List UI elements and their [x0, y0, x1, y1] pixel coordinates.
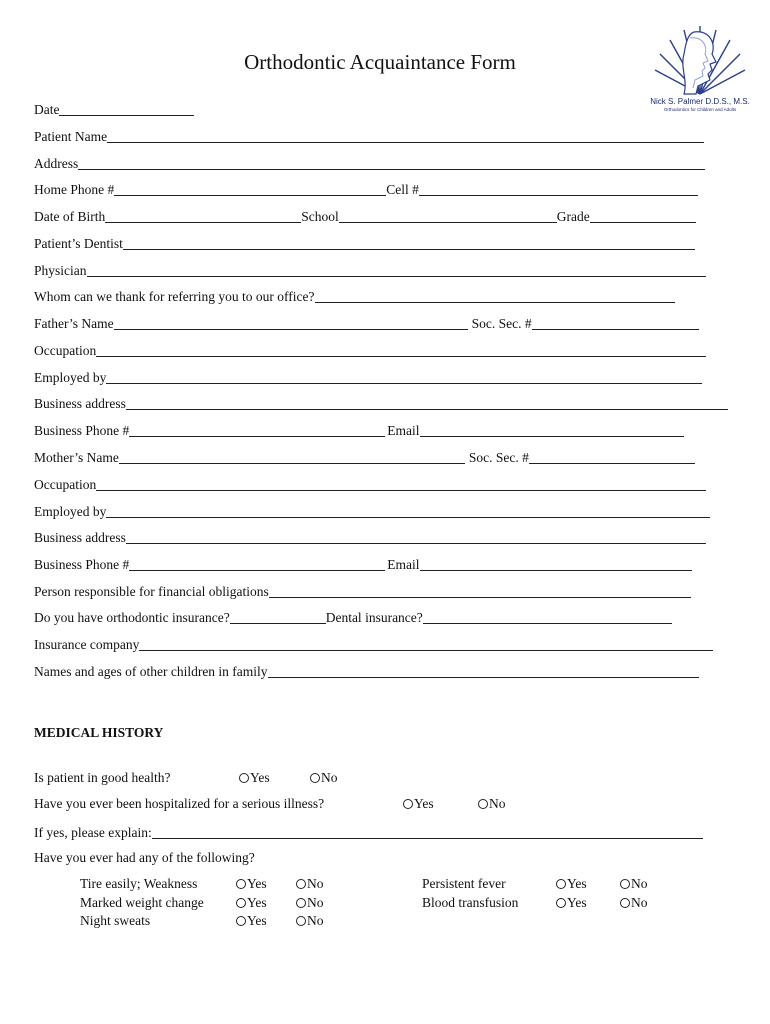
patient-name-field[interactable]: [107, 128, 704, 143]
dentist-label: Patient’s Dentist: [34, 236, 123, 251]
school-field[interactable]: [339, 208, 557, 223]
mother-name-label: Mother’s Name: [34, 450, 119, 465]
father-occupation-field[interactable]: [96, 342, 706, 357]
mother-email-label: Email: [387, 557, 420, 572]
condition-label: Tire easily; Weakness: [80, 876, 198, 891]
father-email-label: Email: [387, 423, 420, 438]
father-business-phone-label: Business Phone #: [34, 423, 130, 438]
practice-name: Nick S. Palmer D.D.S., M.S.: [650, 97, 750, 106]
address-field[interactable]: [78, 155, 705, 170]
radio-icon[interactable]: [478, 799, 488, 809]
radio-icon[interactable]: [296, 879, 306, 889]
condition-no-label: No: [307, 895, 324, 910]
patient-name-label: Patient Name: [34, 129, 108, 144]
school-label: School: [301, 209, 339, 224]
mother-ssn-field[interactable]: [529, 449, 695, 464]
radio-icon[interactable]: [296, 898, 306, 908]
father-employer-label: Employed by: [34, 370, 107, 385]
mother-business-address-label: Business address: [34, 530, 126, 545]
referral-field[interactable]: [315, 288, 675, 303]
cell-field[interactable]: [419, 181, 698, 196]
mother-business-phone-label: Business Phone #: [34, 557, 130, 572]
radio-icon[interactable]: [403, 799, 413, 809]
condition-yes-option[interactable]: [556, 876, 587, 892]
radio-icon[interactable]: [236, 916, 246, 926]
radio-icon[interactable]: [556, 879, 566, 889]
condition-yes-label: Yes: [567, 876, 587, 891]
radio-icon[interactable]: [620, 898, 630, 908]
good-health-yes-option[interactable]: [239, 770, 270, 786]
insurance-company-label: Insurance company: [34, 637, 140, 652]
condition-no-label: No: [631, 876, 648, 891]
face-profile-icon: [650, 24, 750, 96]
hospitalized-yes-label: Yes: [414, 796, 434, 811]
condition-no-label: No: [307, 876, 324, 891]
father-business-phone-field[interactable]: [129, 422, 385, 437]
radio-icon[interactable]: [620, 879, 630, 889]
radio-icon[interactable]: [310, 773, 320, 783]
mother-ssn-label: Soc. Sec. #: [468, 450, 529, 465]
condition-yes-option[interactable]: [236, 876, 267, 892]
physician-label: Physician: [34, 263, 87, 278]
radio-icon[interactable]: [556, 898, 566, 908]
form-title: Orthodontic Acquaintance Form: [244, 50, 516, 74]
mother-email-field[interactable]: [420, 556, 692, 571]
explain-label: If yes, please explain:: [34, 825, 152, 840]
condition-label: Night sweats: [80, 913, 151, 928]
condition-no-label: No: [307, 913, 324, 928]
mother-employer-label: Employed by: [34, 504, 107, 519]
had-following-question: Have you ever had any of the following?: [34, 850, 255, 865]
home-phone-field[interactable]: [114, 181, 386, 196]
financial-field[interactable]: [269, 583, 691, 598]
father-email-field[interactable]: [420, 422, 684, 437]
mother-name-field[interactable]: [119, 449, 465, 464]
home-phone-label: Home Phone #: [34, 182, 115, 197]
father-ssn-field[interactable]: [532, 315, 699, 330]
mother-business-phone-field[interactable]: [129, 556, 385, 571]
hospitalized-yes-option[interactable]: [403, 796, 434, 812]
condition-no-option[interactable]: [296, 876, 324, 892]
good-health-yes-label: Yes: [250, 770, 270, 785]
good-health-question: Is patient in good health?: [34, 770, 171, 785]
children-label: Names and ages of other children in family: [34, 664, 268, 679]
condition-no-option[interactable]: [296, 895, 324, 911]
condition-yes-label: Yes: [247, 895, 267, 910]
mother-occupation-field[interactable]: [96, 476, 706, 491]
hospitalized-no-option[interactable]: [478, 796, 506, 812]
grade-field[interactable]: [590, 208, 696, 223]
practice-logo: [650, 24, 750, 114]
radio-icon[interactable]: [296, 916, 306, 926]
radio-icon[interactable]: [236, 879, 246, 889]
condition-yes-label: Yes: [567, 895, 587, 910]
date-field[interactable]: [59, 101, 194, 116]
condition-no-option[interactable]: [620, 895, 648, 911]
explain-field[interactable]: [152, 824, 703, 839]
dental-insurance-field[interactable]: [423, 609, 672, 624]
physician-field[interactable]: [87, 262, 706, 277]
practice-tagline: Orthodontics for Children and Adults: [663, 107, 737, 112]
good-health-no-option[interactable]: [310, 770, 338, 786]
good-health-no-label: No: [321, 770, 338, 785]
condition-yes-label: Yes: [247, 876, 267, 891]
date-label: Date: [34, 102, 60, 117]
father-name-field[interactable]: [114, 315, 468, 330]
father-business-address-label: Business address: [34, 396, 126, 411]
condition-no-option[interactable]: [620, 876, 648, 892]
condition-label: Marked weight change: [80, 895, 204, 910]
medical-history-heading: MEDICAL HISTORY: [34, 725, 164, 740]
condition-yes-label: Yes: [247, 913, 267, 928]
condition-yes-option[interactable]: [556, 895, 587, 911]
children-field[interactable]: [268, 663, 699, 678]
radio-icon[interactable]: [239, 773, 249, 783]
mother-business-address-field[interactable]: [126, 529, 706, 544]
radio-icon[interactable]: [236, 898, 246, 908]
dob-label: Date of Birth: [34, 209, 106, 224]
insurance-company-field[interactable]: [139, 636, 713, 651]
father-name-label: Father’s Name: [34, 316, 114, 331]
dob-field[interactable]: [105, 208, 301, 223]
mother-employer-field[interactable]: [106, 503, 710, 518]
referral-label: Whom can we thank for referring you to our office?: [34, 289, 315, 304]
dental-insurance-label: Dental insurance?: [325, 610, 423, 625]
condition-label: Persistent fever: [422, 876, 506, 891]
condition-no-option[interactable]: [296, 913, 324, 929]
financial-label: Person responsible for financial obligations: [34, 584, 269, 599]
father-occupation-label: Occupation: [34, 343, 97, 358]
condition-label: Blood transfusion: [422, 895, 519, 910]
grade-label: Grade: [556, 209, 590, 224]
condition-yes-option[interactable]: [236, 895, 267, 911]
condition-no-label: No: [631, 895, 648, 910]
father-ssn-label: Soc. Sec. #: [471, 316, 532, 331]
ortho-insurance-field[interactable]: [230, 609, 326, 624]
hospitalized-question: Have you ever been hospitalized for a serious illness?: [34, 796, 325, 811]
hospitalized-no-label: No: [489, 796, 506, 811]
address-label: Address: [34, 156, 79, 171]
mother-occupation-label: Occupation: [34, 477, 97, 492]
father-employer-field[interactable]: [106, 369, 702, 384]
cell-label: Cell #: [386, 182, 419, 197]
dentist-field[interactable]: [123, 235, 695, 250]
father-business-address-field[interactable]: [126, 395, 728, 410]
condition-yes-option[interactable]: [236, 913, 267, 929]
ortho-insurance-label: Do you have orthodontic insurance?: [34, 610, 230, 625]
